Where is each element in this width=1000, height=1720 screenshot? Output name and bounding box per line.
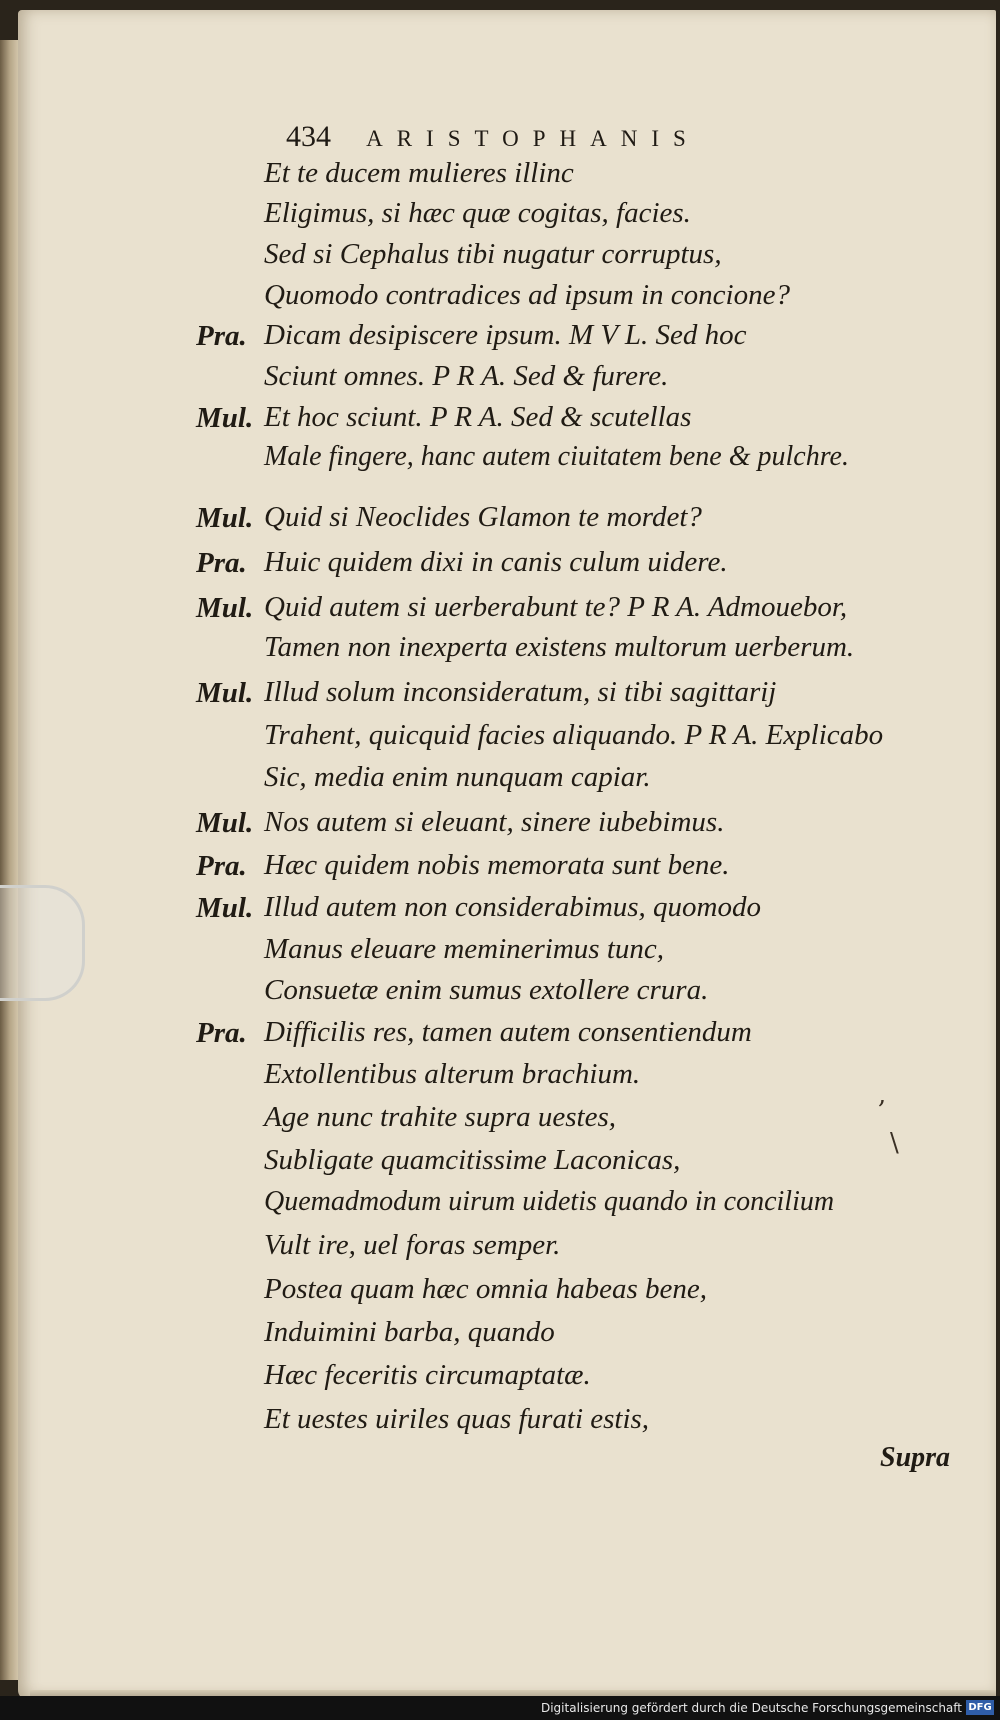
verse-line: Huic quidem dixi in canis culum uidere.	[264, 546, 728, 578]
verse-line: Hæc feceritis circumaptatæ.	[264, 1359, 591, 1391]
verse-line: Et hoc sciunt. P R A. Sed & scutellas	[264, 401, 692, 433]
verse-line: Quomodo contradices ad ipsum in concione?	[264, 279, 790, 311]
verse-line: Quemadmodum uirum uidetis quando in concilium	[264, 1186, 835, 1217]
verse-line: Et uestes uiriles quas furati estis,	[264, 1403, 650, 1435]
running-head	[286, 120, 700, 154]
page-clip	[0, 885, 85, 1001]
funding-credit: Digitalisierung gefördert durch die Deutsche Forschungsgemeinschaft	[540, 1701, 962, 1715]
speaker-label: Pra.	[196, 850, 247, 882]
verse-line: Quid si Neoclides Glamon te mordet?	[264, 501, 702, 533]
verse-line: Extollentibus alterum brachium.	[264, 1058, 641, 1090]
verse-line: Manus eleuare meminerimus tunc,	[264, 933, 665, 965]
verse-line: Induimini barba, quando	[264, 1316, 555, 1348]
verse-line: Postea quam hæc omnia habeas bene,	[264, 1273, 707, 1305]
speaker-label: Mul.	[196, 592, 254, 624]
verse-line: Trahent, quicquid facies aliquando. P R A. Explicabo	[264, 719, 884, 751]
ink-speck: ,	[878, 1080, 887, 1110]
verse-line: Eligimus, si hæc quæ cogitas, facies.	[264, 197, 691, 229]
digitization-footer	[0, 1696, 1000, 1720]
speaker-label: Mul.	[196, 677, 254, 709]
speaker-label: Mul.	[196, 892, 254, 924]
book-page	[18, 10, 996, 1700]
verse-line: Tamen non inexperta existens multorum uerberum.	[264, 631, 855, 663]
speaker-label: Mul.	[196, 502, 254, 534]
verse-line: Nos autem si eleuant, sinere iubebimus.	[264, 806, 725, 838]
verse-line: Sic, media enim nunquam capiar.	[264, 761, 651, 793]
verse-line: Age nunc trahite supra uestes,	[264, 1101, 616, 1133]
verse-line: Hæc quidem nobis memorata sunt bene.	[264, 849, 730, 881]
dfg-logo-icon: DFG	[966, 1700, 994, 1715]
speaker-label: Pra.	[196, 320, 247, 352]
speaker-label: Mul.	[196, 807, 254, 839]
verse-line: Sciunt omnes. P R A. Sed & furere.	[264, 360, 669, 392]
speaker-label: Pra.	[196, 1017, 247, 1049]
verse-line: Et te ducem mulieres illinc	[264, 157, 574, 189]
verse-line: Difficilis res, tamen autem consentiendum	[264, 1016, 752, 1048]
running-head-title: ARISTOPHANIS	[366, 126, 700, 151]
verse-line: Illud autem non considerabimus, quomodo	[264, 891, 761, 923]
speaker-label: Pra.	[196, 547, 247, 579]
catchword: Supra	[880, 1442, 951, 1473]
ink-speck: \	[890, 1128, 899, 1158]
verse-line: Subligate quamcitissime Laconicas,	[264, 1144, 681, 1176]
verse-line: Quid autem si uerberabunt te? P R A. Admouebor,	[264, 591, 848, 623]
verse-line: Dicam desipiscere ipsum. M V L. Sed hoc	[264, 319, 747, 351]
page-number: 434	[286, 120, 331, 153]
verse-line: Male fingere, hanc autem ciuitatem bene & pulchre.	[264, 441, 849, 472]
speaker-label: Mul.	[196, 402, 254, 434]
verse-line: Consuetæ enim sumus extollere crura.	[264, 974, 709, 1006]
verse-line: Vult ire, uel foras semper.	[264, 1229, 561, 1261]
verse-line: Sed si Cephalus tibi nugatur corruptus,	[264, 238, 722, 270]
verse-line: Illud solum inconsideratum, si tibi sagittarij	[264, 676, 777, 708]
